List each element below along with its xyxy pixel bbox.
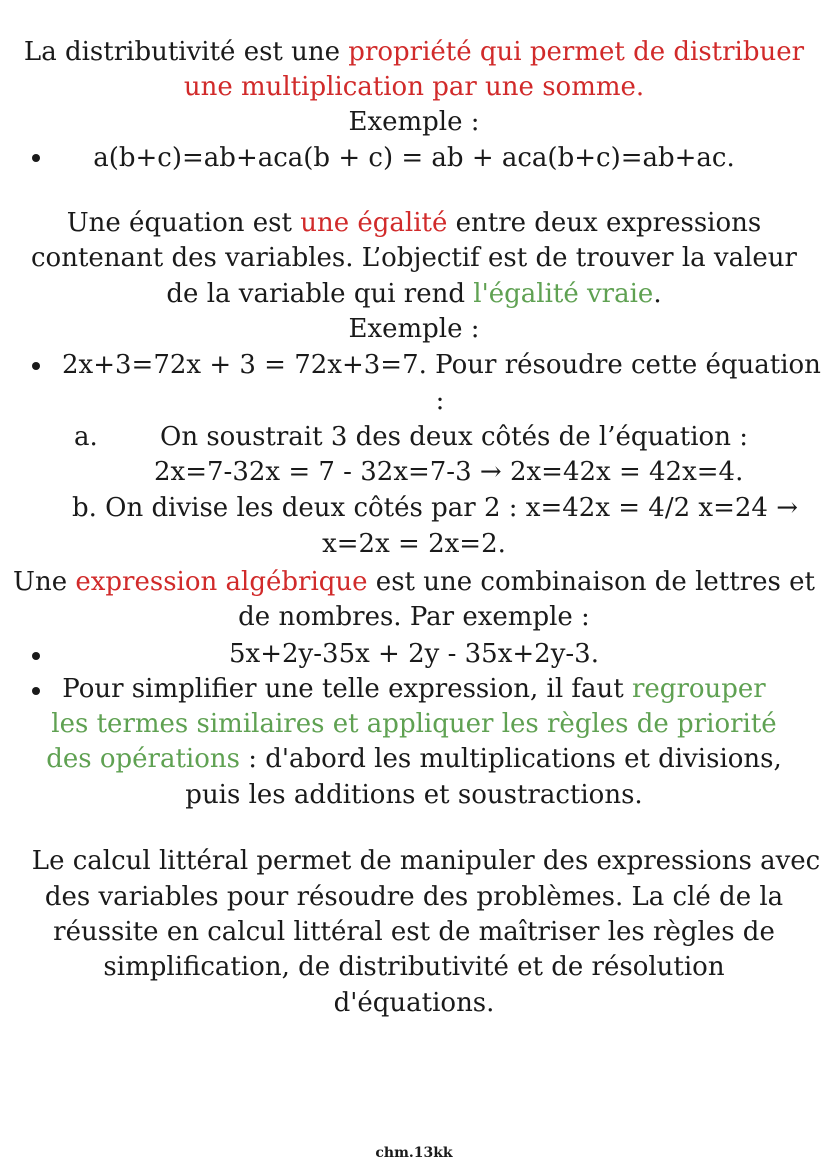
- step-a-text: [160, 419, 800, 455]
- text: est une combinaison de lettres et: [367, 567, 815, 597]
- text: Pour simplifier une telle expression, il faut: [62, 674, 632, 704]
- equation-example-colon: [26, 383, 828, 419]
- text: 2x+3=72x + 3 = 72x+3=7. Pour résoudre cette équation: [62, 350, 821, 380]
- step-a-formula: [154, 454, 794, 490]
- highlight-green: regrouper: [631, 674, 766, 704]
- text: contenant des variables. L’objectif est de trouver la valeur: [31, 243, 797, 273]
- example-label-text: Exemple :: [348, 314, 480, 344]
- formula-text: a(b+c)=ab+aca(b + c) = ab + aca(b+c)=ab+ac.: [93, 143, 735, 173]
- conclusion-line2: [0, 879, 828, 915]
- step-a-marker: [74, 419, 134, 455]
- algebraic-expression-line2: [0, 599, 828, 635]
- simplify-rule-line1: [0, 671, 828, 707]
- equation-definition-line2: [0, 240, 828, 276]
- text: : d'abord les multiplications et divisions,: [239, 744, 782, 774]
- simplify-rule-line2: [0, 706, 828, 742]
- formula-text: 5x+2y-35x + 2y - 35x+2y-3.: [229, 639, 599, 669]
- equation-definition-line1: [0, 205, 828, 241]
- text: a.: [74, 422, 98, 452]
- algebraic-expression-example: [0, 636, 828, 672]
- highlight-green: des opérations: [46, 744, 240, 774]
- step-b-line2: [0, 526, 828, 562]
- conclusion-line3: [0, 914, 828, 950]
- text: Une équation est: [66, 208, 301, 238]
- text: de nombres. Par exemple :: [238, 602, 590, 632]
- text: b. On divise les deux côtés par 2 : x=42x = 4/2 x=24 →: [72, 493, 798, 523]
- text: Le calcul littéral permet de manipuler des expressions avec: [31, 846, 821, 876]
- example-label: [0, 104, 828, 140]
- text: des variables pour résoudre des problèmes. La clé de la: [44, 882, 784, 912]
- highlight-red: une égalité: [300, 208, 448, 238]
- text: d'équations.: [333, 988, 495, 1018]
- simplify-rule-line3: [0, 741, 828, 777]
- footer-signature: [0, 1144, 828, 1162]
- highlight-green: les termes similaires et appliquer les règles de priorité: [51, 709, 777, 739]
- conclusion-line4: [0, 949, 828, 985]
- conclusion-line1: [12, 843, 828, 879]
- distributivity-definition-line1: [0, 34, 828, 70]
- highlight-red: expression algébrique: [75, 567, 368, 597]
- text: entre deux expressions: [447, 208, 762, 238]
- footer-text: chm.13kk: [375, 1145, 453, 1161]
- formula-text: x=2x = 2x=2.: [322, 529, 506, 559]
- equation-definition-line3: [0, 276, 828, 312]
- text: Une: [13, 567, 76, 597]
- conclusion-line5: [0, 985, 828, 1021]
- highlight-red: une multiplication par une somme.: [183, 72, 645, 102]
- text: puis les additions et soustractions.: [185, 780, 643, 810]
- text: .: [653, 279, 662, 309]
- text: On soustrait 3 des deux côtés de l’équation :: [160, 422, 748, 452]
- text: réussite en calcul littéral est de maîtriser les règles de: [53, 917, 775, 947]
- text: simplification, de distributivité et de résolution: [103, 952, 725, 982]
- distributivity-definition-line2: [0, 69, 828, 105]
- example-label-text: Exemple :: [348, 107, 480, 137]
- highlight-red: propriété qui permet de distribuer: [348, 37, 805, 67]
- bullet-icon: [32, 362, 40, 370]
- distributivity-formula: [0, 140, 828, 176]
- simplify-rule-line4: [0, 777, 828, 813]
- text: La distributivité est une: [23, 37, 349, 67]
- text: de la variable qui rend: [166, 279, 474, 309]
- equation-example: [62, 347, 822, 383]
- algebraic-expression-line1: [0, 564, 828, 600]
- example-label: [0, 311, 828, 347]
- highlight-green: l'égalité vraie: [473, 279, 654, 309]
- text: :: [435, 386, 445, 416]
- step-b-line1: [72, 490, 822, 526]
- formula-text: 2x=7-32x = 7 - 32x=7-3 → 2x=42x = 42x=4.: [154, 457, 744, 487]
